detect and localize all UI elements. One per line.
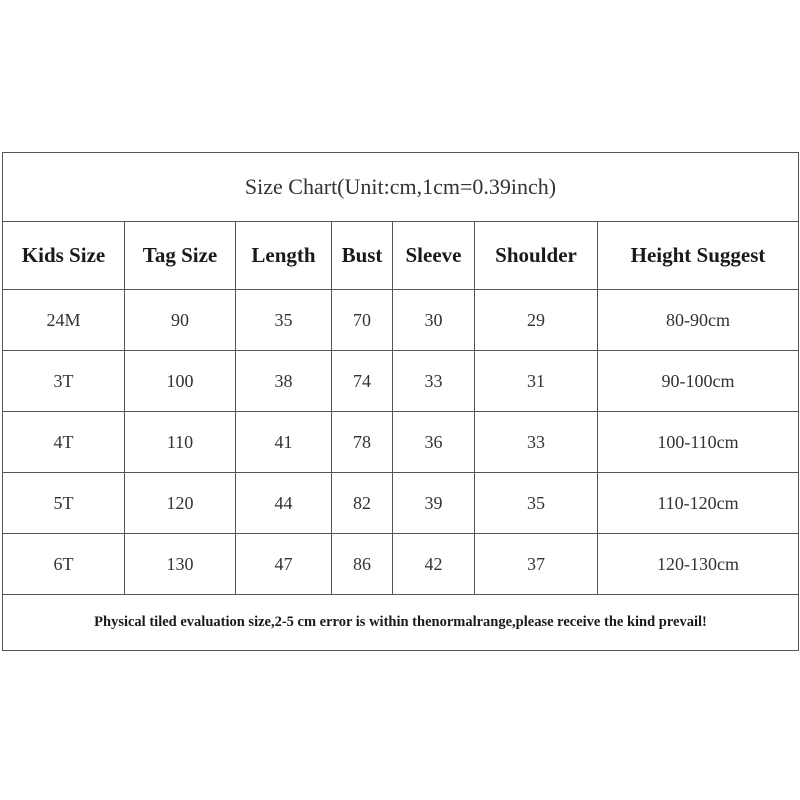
cell-sleeve: 30 — [393, 290, 475, 351]
cell-shoulder: 31 — [475, 351, 598, 412]
measurement-note: Physical tiled evaluation size,2-5 cm error is within thenormalrange,please receive the kind prevail! — [3, 595, 799, 651]
table-row — [3, 534, 799, 595]
cell-height-suggest: 90-100cm — [598, 351, 799, 412]
cell-height-suggest: 120-130cm — [598, 534, 799, 595]
header-row — [3, 222, 799, 290]
header-tag-size: Tag Size — [125, 222, 236, 290]
cell-length: 38 — [236, 351, 332, 412]
cell-shoulder: 35 — [475, 473, 598, 534]
cell-sleeve: 39 — [393, 473, 475, 534]
header-length: Length — [236, 222, 332, 290]
cell-sleeve: 36 — [393, 412, 475, 473]
cell-length: 47 — [236, 534, 332, 595]
cell-tag-size: 120 — [125, 473, 236, 534]
cell-tag-size: 100 — [125, 351, 236, 412]
note-row — [3, 595, 799, 651]
table-row — [3, 351, 799, 412]
cell-kids-size: 24M — [3, 290, 125, 351]
header-height-suggest: Height Suggest — [598, 222, 799, 290]
cell-length: 35 — [236, 290, 332, 351]
cell-kids-size: 4T — [3, 412, 125, 473]
cell-bust: 70 — [332, 290, 393, 351]
cell-shoulder: 29 — [475, 290, 598, 351]
cell-height-suggest: 80-90cm — [598, 290, 799, 351]
header-shoulder: Shoulder — [475, 222, 598, 290]
title-row — [3, 153, 799, 222]
chart-title: Size Chart(Unit:cm,1cm=0.39inch) — [3, 153, 799, 222]
cell-tag-size: 90 — [125, 290, 236, 351]
cell-bust: 78 — [332, 412, 393, 473]
cell-shoulder: 37 — [475, 534, 598, 595]
cell-bust: 86 — [332, 534, 393, 595]
cell-tag-size: 130 — [125, 534, 236, 595]
cell-tag-size: 110 — [125, 412, 236, 473]
cell-kids-size: 6T — [3, 534, 125, 595]
cell-bust: 82 — [332, 473, 393, 534]
size-chart-table — [2, 152, 799, 651]
cell-kids-size: 3T — [3, 351, 125, 412]
cell-kids-size: 5T — [3, 473, 125, 534]
cell-length: 44 — [236, 473, 332, 534]
cell-height-suggest: 110-120cm — [598, 473, 799, 534]
header-sleeve: Sleeve — [393, 222, 475, 290]
cell-sleeve: 33 — [393, 351, 475, 412]
table-row — [3, 412, 799, 473]
table-row — [3, 290, 799, 351]
cell-bust: 74 — [332, 351, 393, 412]
cell-shoulder: 33 — [475, 412, 598, 473]
cell-length: 41 — [236, 412, 332, 473]
table-row — [3, 473, 799, 534]
header-kids-size: Kids Size — [3, 222, 125, 290]
header-bust: Bust — [332, 222, 393, 290]
cell-sleeve: 42 — [393, 534, 475, 595]
cell-height-suggest: 100-110cm — [598, 412, 799, 473]
